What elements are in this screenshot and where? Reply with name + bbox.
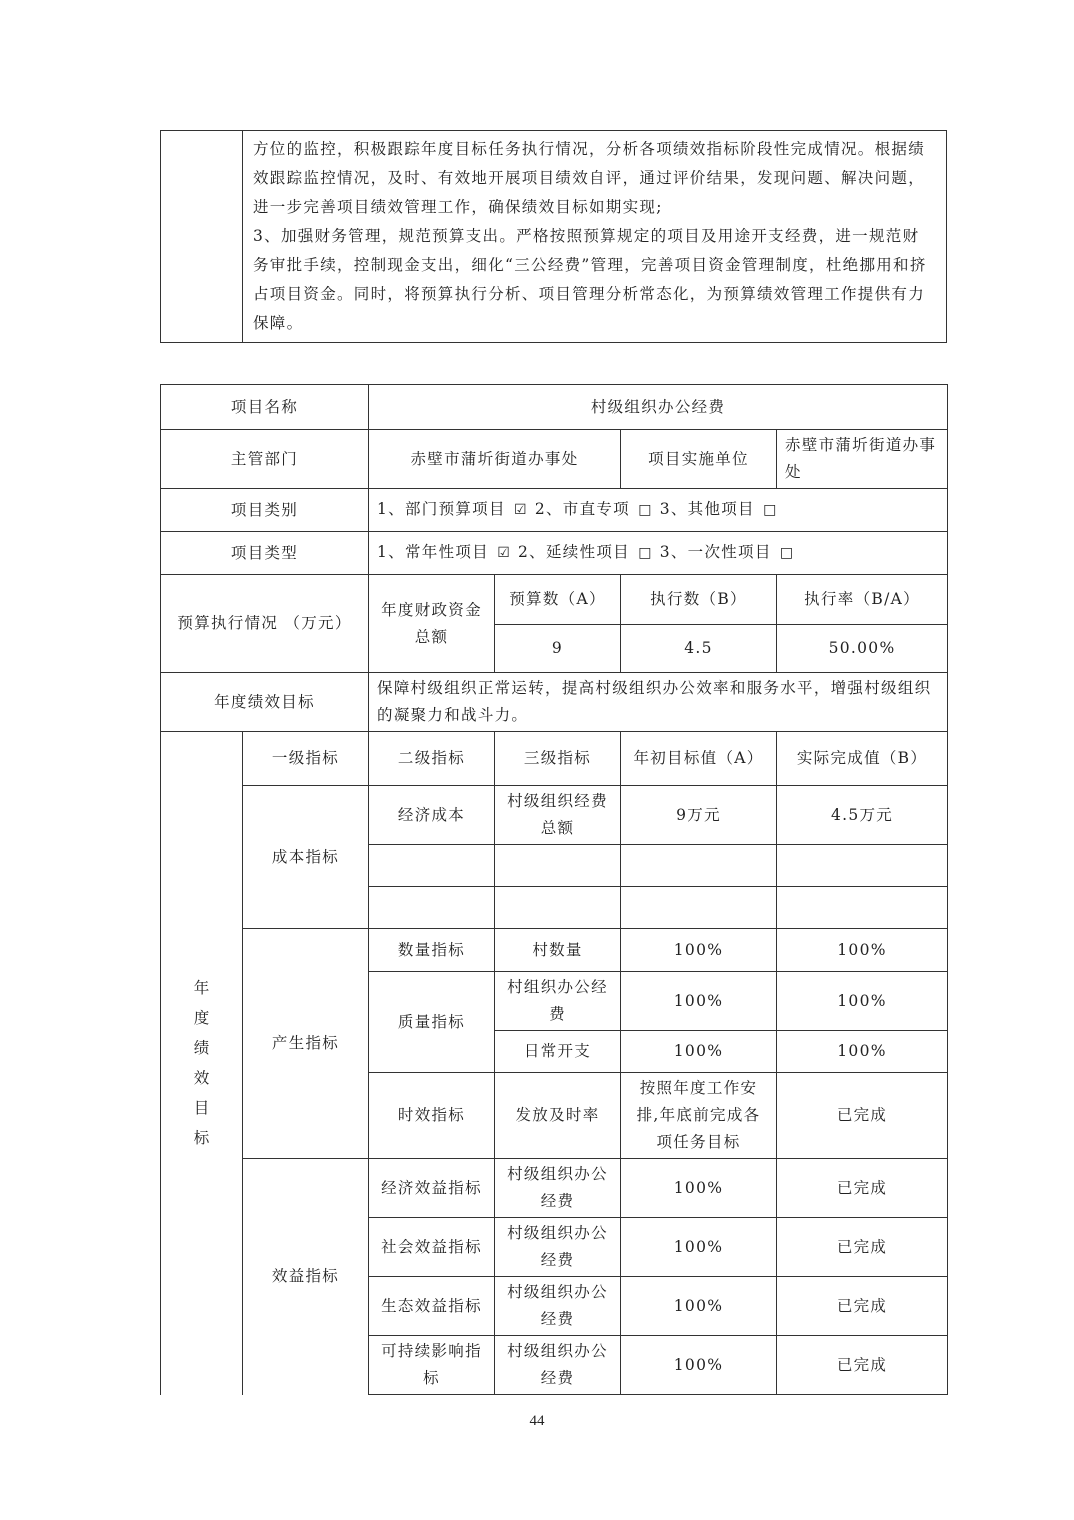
budget-label: 预算执行情况 （万元）: [161, 575, 369, 673]
qty-level2: 数量指标: [369, 929, 495, 972]
budget-value-b: 4.5: [621, 625, 777, 673]
budget-header-b: 执行数（B）: [621, 575, 777, 625]
benefit-level3: 村级组织办公经费: [495, 1218, 621, 1277]
benefit-level2: 可持续影响指标: [369, 1336, 495, 1395]
cost-level1: 成本指标: [243, 786, 369, 929]
header-level1: 一级指标: [243, 732, 369, 786]
budget-header-a: 预算数（A）: [495, 575, 621, 625]
table-row: [161, 575, 948, 625]
time-target: 按照年度工作安排,年底前完成各项任务目标: [621, 1073, 777, 1159]
header-level3: 三级指标: [495, 732, 621, 786]
quality2-actual: 100%: [777, 1031, 948, 1073]
benefit-level1: 效益指标: [243, 1159, 369, 1395]
quality1-level3: 村组织办公经费: [495, 972, 621, 1031]
qty-actual: 100%: [777, 929, 948, 972]
benefit-target: 100%: [621, 1218, 777, 1277]
cost-actual: 4.5万元: [777, 786, 948, 845]
prev-section-paragraph: 方位的监控，积极跟踪年度目标任务执行情况，分析各项绩效指标阶段性完成情况。根据绩效跟踪监控情况，及时、有效地开展项目绩效自评，通过评价结果，发现问题、解决问题，进一步完善项目绩效管理工作，确保绩效目标如期实现;: [253, 140, 926, 216]
checked-box-icon: ☑: [514, 502, 527, 518]
table-row: [161, 430, 948, 489]
table-row: [161, 929, 948, 972]
header-target: 年初目标值（A）: [621, 732, 777, 786]
cost-target: 9万元: [621, 786, 777, 845]
benefit-level3: 村级组织办公经费: [495, 1336, 621, 1395]
benefit-actual: 已完成: [777, 1218, 948, 1277]
quality2-target: 100%: [621, 1031, 777, 1073]
benefit-level3: 村级组织办公经费: [495, 1277, 621, 1336]
table-row: [161, 786, 948, 845]
unchecked-box-icon: □: [763, 502, 777, 518]
budget-header-rate: 执行率（B/A）: [777, 575, 948, 625]
benefit-actual: 已完成: [777, 1159, 948, 1218]
unchecked-box-icon: □: [779, 545, 794, 561]
benefit-target: 100%: [621, 1159, 777, 1218]
type-options: [369, 532, 948, 575]
benefit-level2: 生态效益指标: [369, 1277, 495, 1336]
quality1-actual: 100%: [777, 972, 948, 1031]
benefit-target: 100%: [621, 1277, 777, 1336]
budget-value-a: 9: [495, 625, 621, 673]
benefit-level2: 经济效益指标: [369, 1159, 495, 1218]
dept-value: 赤壁市蒲圻街道办事处: [369, 430, 621, 489]
budget-value-rate: 50.00%: [777, 625, 948, 673]
benefit-level3: 村级组织办公经费: [495, 1159, 621, 1218]
budget-sub-label: 年度财政资金总额: [369, 575, 495, 673]
checked-box-icon: ☑: [497, 545, 510, 561]
type-option-3: 3、一次性项目: [659, 543, 772, 561]
impl-value: 赤壁市蒲圻街道办事处: [777, 430, 948, 489]
unchecked-box-icon: □: [638, 545, 652, 561]
table-row: [161, 532, 948, 575]
indicators-side-label: [161, 732, 243, 1395]
quality2-level3: 日常开支: [495, 1031, 621, 1073]
impl-label: 项目实施单位: [621, 430, 777, 489]
dept-label: 主管部门: [161, 430, 369, 489]
benefit-target: 100%: [621, 1336, 777, 1395]
table-row: [161, 1159, 948, 1218]
category-option-1: 1、部门预算项目: [377, 500, 506, 518]
goal-label: 年度绩效目标: [161, 673, 369, 732]
type-option-2: 2、延续性项目: [518, 543, 630, 561]
category-options: [369, 489, 948, 532]
cost-level2: 经济成本: [369, 786, 495, 845]
table-row: [161, 673, 948, 732]
indicators-side-label-text: 年度绩效目标: [193, 979, 211, 1148]
table-row: [161, 385, 948, 430]
quality1-target: 100%: [621, 972, 777, 1031]
prev-section-paragraph: 3、加强财务管理，规范预算支出。严格按照预算规定的项目及用途开支经费，进一规范财务审批手续，控制现金支出，细化“三公经费”管理，完善项目资金管理制度，杜绝挪用和挤占项目资金。同时，将预算执行分析、项目管理分析常态化，为预算绩效管理工作提供有力保障。: [253, 227, 927, 332]
quality-level2: 质量指标: [369, 972, 495, 1073]
benefit-actual: 已完成: [777, 1277, 948, 1336]
time-level2: 时效指标: [369, 1073, 495, 1159]
type-option-1: 1、常年性项目: [377, 543, 489, 561]
category-label: 项目类别: [161, 489, 369, 532]
table-row: [161, 732, 948, 786]
project-name-value: 村级组织办公经费: [369, 385, 948, 430]
header-level2: 二级指标: [369, 732, 495, 786]
time-level3: 发放及时率: [495, 1073, 621, 1159]
qty-level3: 村数量: [495, 929, 621, 972]
header-actual: 实际完成值（B）: [777, 732, 948, 786]
page-number: 44: [529, 1413, 545, 1429]
table-row: [161, 489, 948, 532]
prev-section-empty-cell: [161, 131, 243, 343]
goal-text: 保障村级组织正常运转，提高村级组织办公效率和服务水平，增强村级组织的凝聚力和战斗力。: [369, 673, 948, 732]
prev-section-table: [160, 130, 947, 343]
benefit-level2: 社会效益指标: [369, 1218, 495, 1277]
output-level1: 产生指标: [243, 929, 369, 1159]
cost-level3: 村级组织经费总额: [495, 786, 621, 845]
category-option-3: 3、其他项目: [659, 500, 755, 518]
unchecked-box-icon: □: [638, 502, 652, 518]
qty-target: 100%: [621, 929, 777, 972]
project-performance-table: [160, 384, 948, 1395]
type-label: 项目类型: [161, 532, 369, 575]
prev-section-text-cell: [243, 131, 947, 343]
time-actual: 已完成: [777, 1073, 948, 1159]
benefit-actual: 已完成: [777, 1336, 948, 1395]
project-name-label: 项目名称: [161, 385, 369, 430]
category-option-2: 2、市直专项: [534, 500, 630, 518]
